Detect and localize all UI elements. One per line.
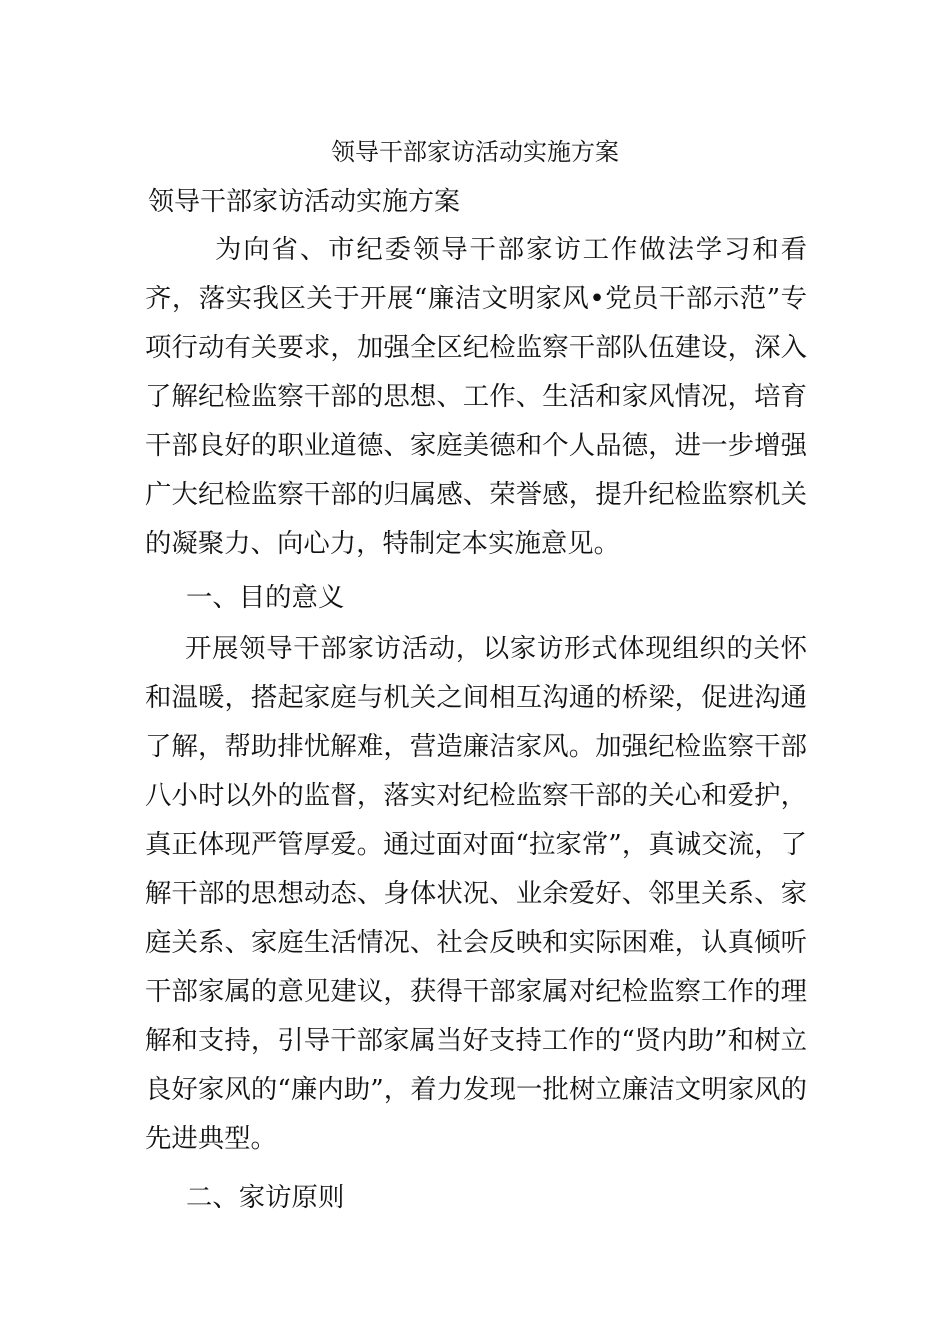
section-heading-purpose: 一、目的意义: [186, 582, 345, 613]
section-heading-principles: 二、家访原则: [186, 1182, 345, 1213]
intro-paragraph: 为向省、市纪委领导干部家访工作做法学习和看齐，落实我区关于开展“廉洁文明家风•党员干部示范”专项行动有关要求，加强全区纪检监察干部队伍建设，深入了解纪检监察干部的思想、工作、生活和家风情况，培育干部良好的职业道德、家庭美德和个人品德，进一步增强广大纪检监察干部的归属感、荣誉感，提升纪检监察机关的凝聚力、向心力，特制定本实施意见。: [145, 234, 807, 559]
document-title: 领导干部家访活动实施方案: [331, 138, 619, 166]
purpose-paragraph: 开展领导干部家访活动，以家访形式体现组织的关怀和温暖，搭起家庭与机关之间相互沟通的桥梁，促进沟通了解，帮助排忧解难，营造廉洁家风。加强纪检监察干部八小时以外的监督，落实对纪检监察干部的关心和爱护，真正体现严管厚爱。通过面对面“拉家常”，真诚交流，了解干部的思想动态、身体状况、业余爱好、邻里关系、家庭关系、家庭生活情况、社会反映和实际困难，认真倾听干部家属的意见建议，获得干部家属对纪检监察工作的理解和支持，引导干部家属当好支持工作的“贤内助”和树立良好家风的“廉内助”，着力发现一批树立廉洁文明家风的先进典型。: [145, 633, 807, 1154]
document-subtitle: 领导干部家访活动实施方案: [148, 187, 461, 217]
